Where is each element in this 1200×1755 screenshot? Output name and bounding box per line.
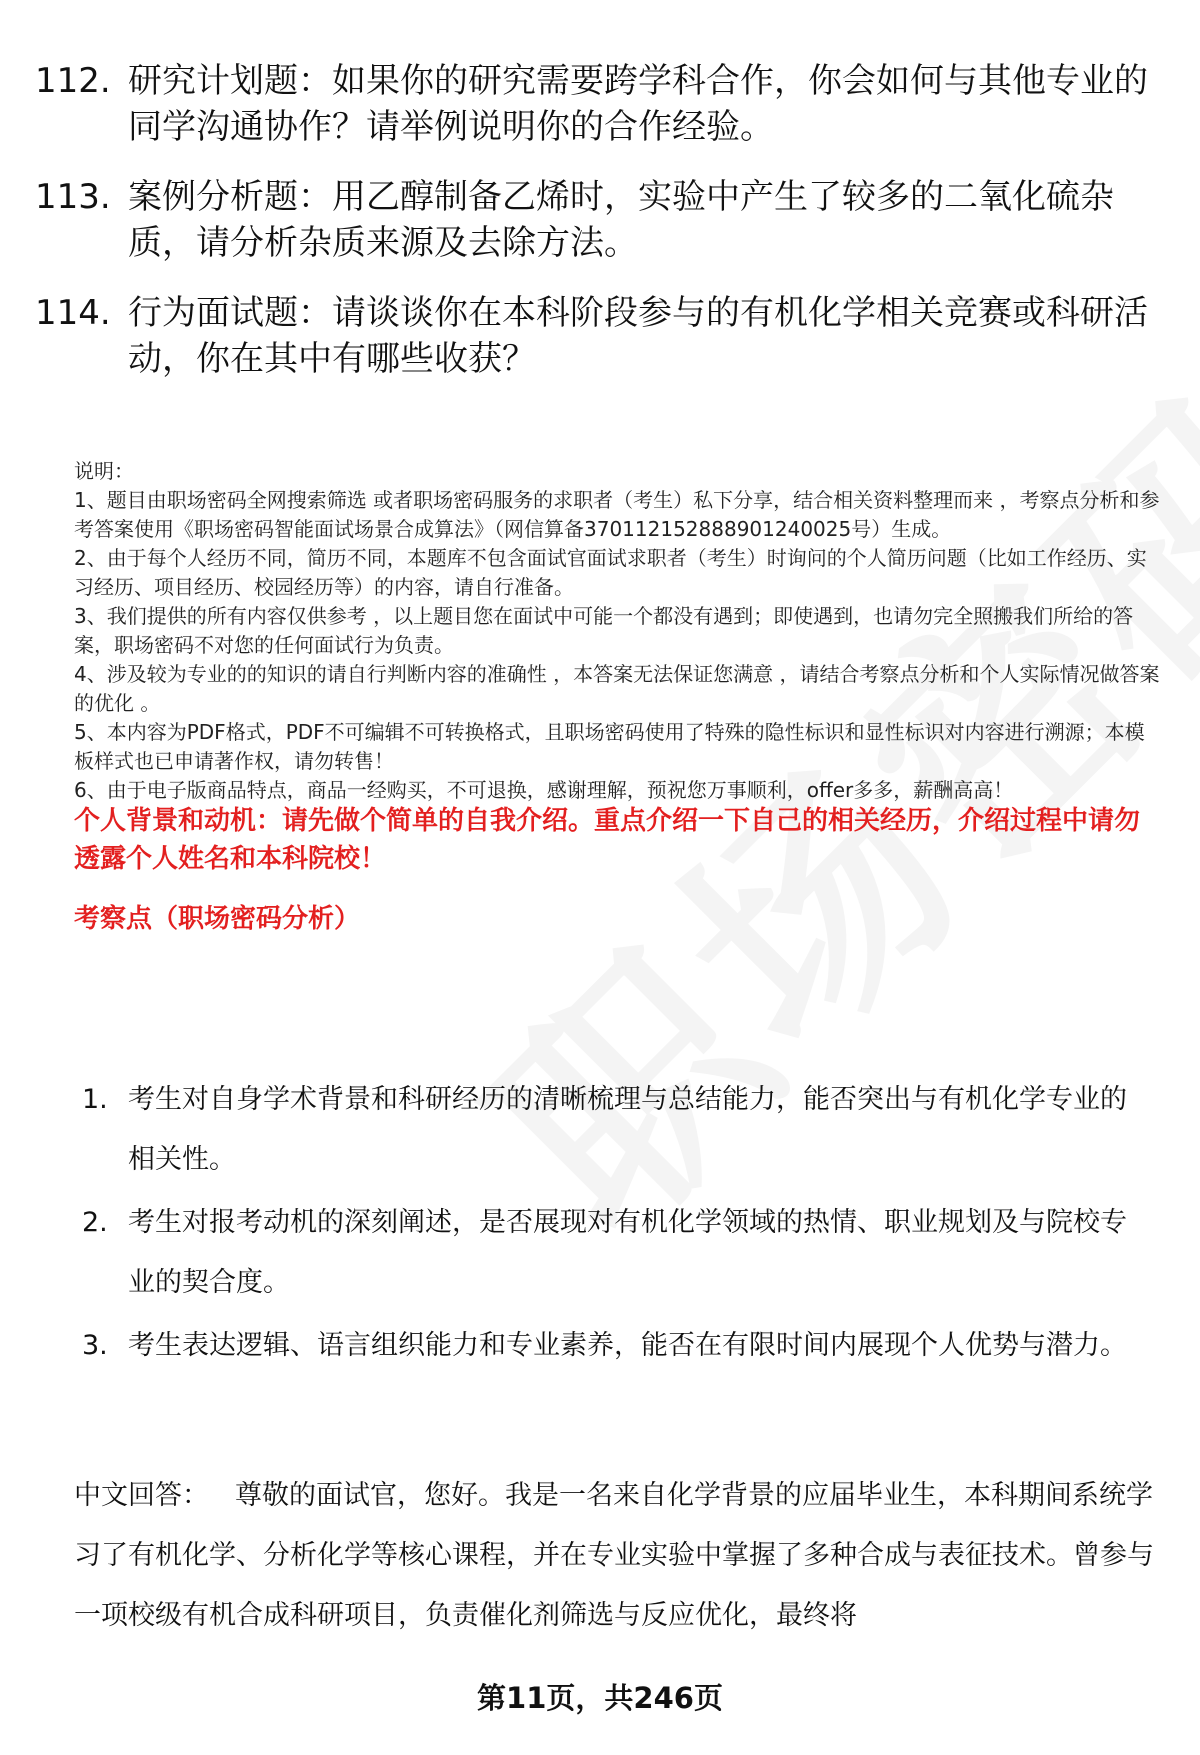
analysis-point	[82, 1316, 1162, 1376]
question-item	[35, 58, 1165, 150]
answer-text: 尊敬的面试官，您好。我是一名来自化学背景的应届毕业生，本科期间系统学习了有机化学、分析化学等核心课程，并在专业实验中掌握了多种合成与表征技术。曾参与一项校级有机合成科研项目，负责催化剂筛选与反应优化，最终将	[74, 1480, 1154, 1631]
note-item: 5、本内容为PDF格式，PDF不可编辑不可转换格式，且职场密码使用了特殊的隐性标识和显性标识对内容进行溯源；本模板样式也已申请著作权，请勿转售！	[74, 720, 1145, 773]
analysis-title: 考察点（职场密码分析）	[74, 904, 361, 934]
point-text: 考生对报考动机的深刻阐述，是否展现对有机化学领域的热情、职业规划及与院校专业的契合度。	[128, 1207, 1127, 1298]
note-item: 4、涉及较为专业的的知识的请自行判断内容的准确性 ，本答案无法保证您满意 ，请结合考察点分析和个人实际情况做答案的优化 。	[74, 662, 1160, 715]
note-item: 3、我们提供的所有内容仅供参考 ，以上题目您在面试中可能一个都没有遇到；即使遇到，也请勿完全照搬我们所给的答案，职场密码不对您的任何面试行为负责。	[74, 604, 1134, 657]
analysis-point	[82, 1193, 1162, 1313]
analysis-point	[82, 1070, 1162, 1190]
note-item: 1、题目由职场密码全网搜索筛选 或者职场密码服务的求职者（考生）私下分享，结合相关资料整理而来 ，考察点分析和参考答案使用《职场密码智能面试场景合成算法》（网信算备370112152888901240025号）生成。	[74, 488, 1160, 541]
point-text: 考生表达逻辑、语言组织能力和专业素养，能否在有限时间内展现个人优势与潜力。	[128, 1330, 1127, 1361]
answer-paragraph	[74, 1466, 1164, 1646]
notes-section	[74, 457, 1164, 805]
notes-heading: 说明：	[74, 459, 134, 483]
main-question: 个人背景和动机：请先做个简单的自我介绍。重点介绍一下自己的相关经历，介绍过程中请勿透露个人姓名和本科院校！	[74, 806, 1141, 874]
question-text: 案例分析题：用乙醇制备乙烯时，实验中产生了较多的二氧化硫杂质，请分析杂质来源及去除方法。	[128, 177, 1114, 263]
question-list	[35, 58, 1165, 406]
question-number: 113.	[35, 177, 111, 217]
note-item: 6、由于电子版商品特点，商品一经购买，不可退换，感谢理解，预祝您万事顺利，offer多多，薪酬高高！	[74, 778, 1014, 802]
question-item	[35, 290, 1165, 382]
question-text: 研究计划题：如果你的研究需要跨学科合作，你会如何与其他专业的同学沟通协作？请举例说明你的合作经验。	[128, 61, 1148, 147]
question-number: 112.	[35, 61, 111, 101]
page-footer: 第11页，共246页	[477, 1681, 723, 1715]
answer-label: 中文回答：	[74, 1480, 209, 1511]
point-number: 1.	[82, 1084, 108, 1115]
analysis-points	[82, 1070, 1162, 1379]
note-item: 2、由于每个人经历不同，简历不同，本题库不包含面试官面试求职者（考生）时询问的个人简历问题（比如工作经历、实习经历、项目经历、校园经历等）的内容，请自行准备。	[74, 546, 1147, 599]
point-text: 考生对自身学术背景和科研经历的清晰梳理与总结能力，能否突出与有机化学专业的相关性。	[128, 1084, 1127, 1175]
point-number: 2.	[82, 1207, 108, 1238]
point-number: 3.	[82, 1330, 108, 1361]
question-text: 行为面试题：请谈谈你在本科阶段参与的有机化学相关竞赛或科研活动，你在其中有哪些收获？	[128, 293, 1148, 379]
question-item	[35, 174, 1165, 266]
question-number: 114.	[35, 293, 111, 333]
